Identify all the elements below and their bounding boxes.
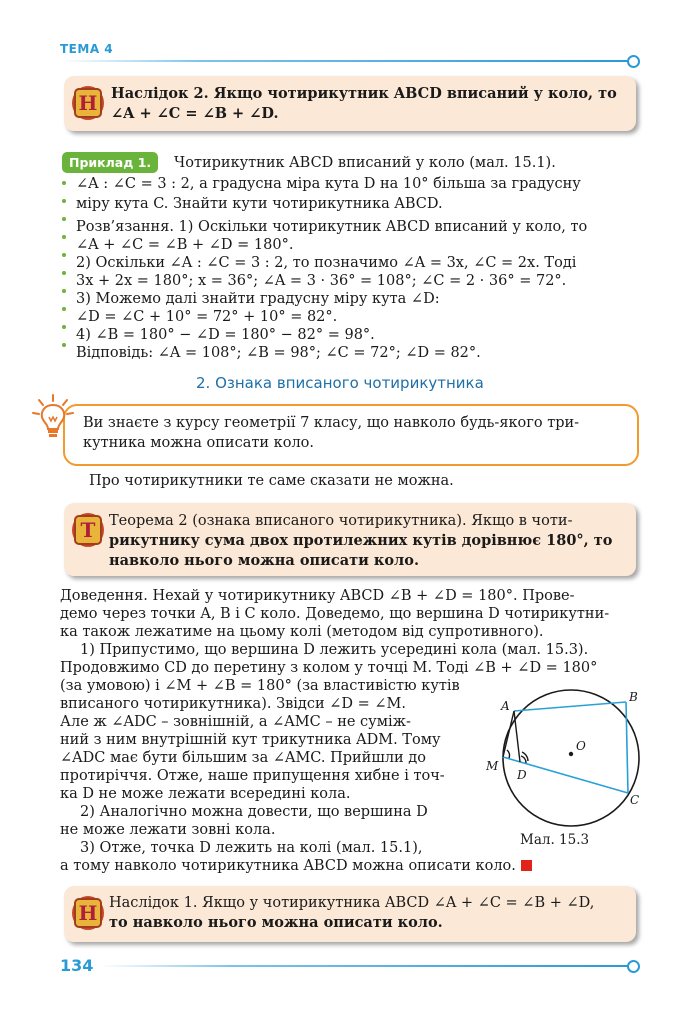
note-line-1: Ви знаєте з курсу геометрії 7 класу, що навколо будь-якого три- (83, 415, 580, 431)
proof-line-3: ка також лежатиме на цьому колі (методом від супротивного). (60, 624, 544, 640)
solution-line-2: ∠A + ∠C = ∠B + ∠D = 180°. (76, 237, 294, 253)
end-of-proof-icon (521, 860, 532, 871)
proof-narrow-4: ний з ним внутрішній кут трикутника ADM. Тому (60, 732, 441, 748)
topic-label: ТЕМА 4 (60, 42, 114, 56)
corollary-1-line-1: Наслідок 1. Якщо у чотирикутника ABCD ∠A + ∠C = ∠B + ∠D, (109, 895, 595, 911)
section-heading: 2. Ознака вписаного чотирикутника (196, 374, 484, 392)
corollary-2-badge (72, 86, 104, 120)
label-D: D (517, 768, 527, 782)
note-line-2: кутника можна описати коло. (83, 435, 314, 451)
theorem-line-1: Теорема 2 (ознака вписаного чотирикутника). Якщо в чоти- (109, 513, 573, 529)
proof-last-line-text: а тому навколо чотирикутника ABCD можна описати коло. (60, 858, 516, 874)
example-line-2: ∠A : ∠C = 3 : 2, а градусна міра кута D на 10° більша за градусну (76, 176, 581, 192)
example-line-1: Чотирикутник ABCD вписаний у коло (мал. 15.1). (174, 155, 556, 171)
proof-line-4: 1) Припустимо, що вершина D лежить усередині кола (мал. 15.3). (80, 642, 589, 658)
example-line-3: міру кута C. Знайти кути чотирикутника ABCD. (76, 196, 443, 212)
page-number: 134 (60, 956, 94, 975)
theorem-box (64, 503, 636, 576)
center-point (569, 752, 573, 756)
example-label: Приклад 1. (62, 152, 158, 173)
angle-mark-M (507, 750, 510, 758)
label-M: M (486, 759, 499, 773)
corollary-1-badge (72, 896, 104, 930)
proof-line-1: Доведення. Нехай у чотирикутнику ABCD ∠B + ∠D = 180°. Прове- (60, 588, 575, 604)
proof-narrow-7: ка D не може лежати всередині кола. (60, 786, 351, 802)
proof-line-5: Продовжимо CD до перетину з колом у точці M. Тоді ∠B + ∠D = 180° (60, 660, 598, 676)
label-B: B (629, 690, 638, 704)
example-dots (62, 181, 68, 361)
solution-line-6: ∠D = ∠C + 10° = 72° + 10° = 82°. (76, 309, 338, 325)
figure-15-3 (484, 678, 654, 843)
footer-rule-dot (627, 960, 640, 973)
corollary-1-box (64, 886, 636, 942)
answer-line: Відповідь: ∠A = 108°; ∠B = 98°; ∠C = 72°; ∠D = 82°. (76, 345, 481, 361)
proof-line-2: демо через точки A, B і C коло. Доведемо, що вершина D чотирикутни- (60, 606, 610, 622)
side-BC (626, 702, 628, 793)
solution-line-5: 3) Можемо далі знайти градусну міру кута ∠D: (76, 291, 440, 307)
proof-narrow-9: не може лежати зовні кола. (60, 822, 276, 838)
figure-caption: Мал. 15.3 (520, 832, 590, 848)
segment-AM (503, 711, 514, 757)
note-box (63, 404, 639, 466)
theorem-line-2: рикутнику сума двох протилежних кутів дорівнює 180°, то (109, 532, 613, 549)
theorem-line-3: навколо нього можна описати коло. (109, 552, 420, 569)
proof-last-line (60, 858, 650, 876)
lightbulb-icon (30, 393, 76, 443)
footer-rule (100, 965, 628, 967)
proof-narrow-8: 2) Аналогічно можна довести, що вершина D (80, 804, 428, 820)
solution-line-1: Розв’язання. 1) Оскільки чотирикутник ABCD вписаний у коло, то (76, 219, 588, 235)
corollary-2-box (64, 76, 636, 131)
label-C: C (630, 793, 640, 807)
segment-AD (514, 711, 520, 762)
proof-narrow-5: ∠ADC має бути більшим за ∠AMC. Прийшли до (60, 750, 426, 766)
proof-narrow-1: (за умовою) і ∠M + ∠B = 180° (за властивістю кутів (60, 678, 460, 694)
theorem-badge (72, 513, 104, 547)
proof-narrow-2: вписаного чотирикутника). Звідси ∠D = ∠M. (60, 696, 406, 712)
corollary-2-text: Наслідок 2. Якщо чотирикутник ABCD вписаний у коло, то ∠A + ∠C = ∠B + ∠D. (111, 85, 617, 122)
label-O: O (576, 739, 586, 753)
solution-line-4: 3x + 2x = 180°; x = 36°; ∠A = 3 · 36° = 108°; ∠C = 2 · 36° = 72°. (76, 273, 567, 289)
solution-line-7: 4) ∠B = 180° − ∠D = 180° − 82° = 98°. (76, 327, 375, 343)
proof-narrow-3: Але ж ∠ADC – зовнішній, а ∠AMC – не суміж- (60, 714, 411, 730)
corollary-1-badge-letter: Н (74, 898, 102, 928)
proof-narrow-6: протиріччя. Отже, наше припущення хибне і точ- (60, 768, 445, 784)
label-A: A (501, 699, 510, 713)
header-rule (60, 60, 628, 62)
header-rule-dot (627, 55, 640, 68)
theorem-badge-letter: Т (74, 515, 102, 545)
proof-narrow-10: 3) Отже, точка D лежить на колі (мал. 15.1), (80, 840, 423, 856)
after-note-text: Про чотирикутники те саме сказати не можна. (89, 473, 454, 489)
corollary-1-line-2: то навколо нього можна описати коло. (109, 914, 443, 931)
solution-line-3: 2) Оскільки ∠A : ∠C = 3 : 2, то позначимо ∠A = 3x, ∠C = 2x. Тоді (76, 255, 577, 271)
corollary-badge-letter: Н (74, 88, 102, 118)
